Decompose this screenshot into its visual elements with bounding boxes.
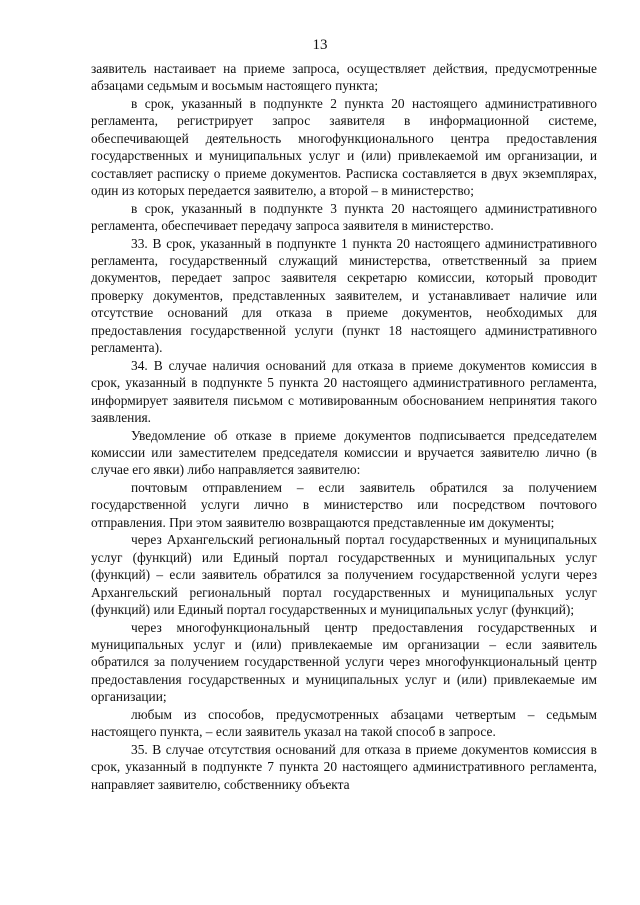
paragraph-3: в срок, указанный в подпункте 3 пункта 20 настоящего административного регламента, обеспечивает передачу запроса заявителя в министерство. <box>91 200 597 234</box>
paragraph-4: 33. В срок, указанный в подпункте 1 пункта 20 настоящего административного регламента, государственный служащий министерства, ответственный за прием документов, передает запрос заявителя секретарю комиссии, который проводит проверку документов, представленных заявителем, и устанавливает наличие или отсутствие оснований для отказа в приеме документов, необходимых для предоставления государственной услуги (пункт 18 настоящего административного регламента). <box>91 235 597 356</box>
paragraph-2: в срок, указанный в подпункте 2 пункта 20 настоящего административного регламента, регистрирует запрос заявителя в информационной системе, обеспечивающей деятельность многофункционального центра предоставления государственных и муниципальных услуг и (или) привлекаемой им организации, и составляет расписку о приеме документов. Расписка составляется в двух экземплярах, один из которых передается заявителю, а второй – в министерство; <box>91 95 597 199</box>
paragraph-10: любым из способов, предусмотренных абзацами четвертым – седьмым настоящего пункта, – если заявитель указал на такой способ в запросе. <box>91 706 597 740</box>
paragraph-6: Уведомление об отказе в приеме документов подписывается председателем комиссии или заместителем председателя комиссии и вручается заявителю лично (в случае его явки) либо направляется заявителю: <box>91 427 597 478</box>
paragraph-7: почтовым отправлением – если заявитель обратился за получением государственной услуги лично в министерство или посредством почтового отправления. При этом заявителю возвращаются представленные им документы; <box>91 479 597 530</box>
paragraph-11: 35. В случае отсутствия оснований для отказа в приеме документов комиссия в срок, указанный в подпункте 7 пункта 20 настоящего административного регламента, направляет заявителю, собственнику объекта <box>91 741 597 792</box>
body-text <box>91 60 597 793</box>
paragraph-5: 34. В случае наличия оснований для отказа в приеме документов комиссия в срок, указанный в подпункте 5 пункта 20 настоящего административного регламента, информирует заявителя письмом с мотивированным обоснованием непринятия такого заявления. <box>91 357 597 426</box>
page-number: 13 <box>312 37 328 53</box>
paragraph-1: заявитель настаивает на приеме запроса, осуществляет действия, предусмотренные абзацами седьмым и восьмым настоящего пункта; <box>91 61 597 94</box>
paragraph-8: через Архангельский региональный портал государственных и муниципальных услуг (функций) или Единый портал государственных и муниципальных услуг (функций) – если заявитель обратился за получением государственной услуги через Архангельский региональный портал государственных и муниципальных услуг (функций) или Единый портал государственных и муниципальных услуг (функций); <box>91 532 597 618</box>
paragraph-9: через многофункциональный центр предоставления государственных и муниципальных услуг и (или) привлекаемые им организации – если заявитель обратился за получением государственной услуги через многофункциональный центр предоставления государственных и муниципальных услуг и (или) привлекаемые им организации; <box>91 619 597 705</box>
